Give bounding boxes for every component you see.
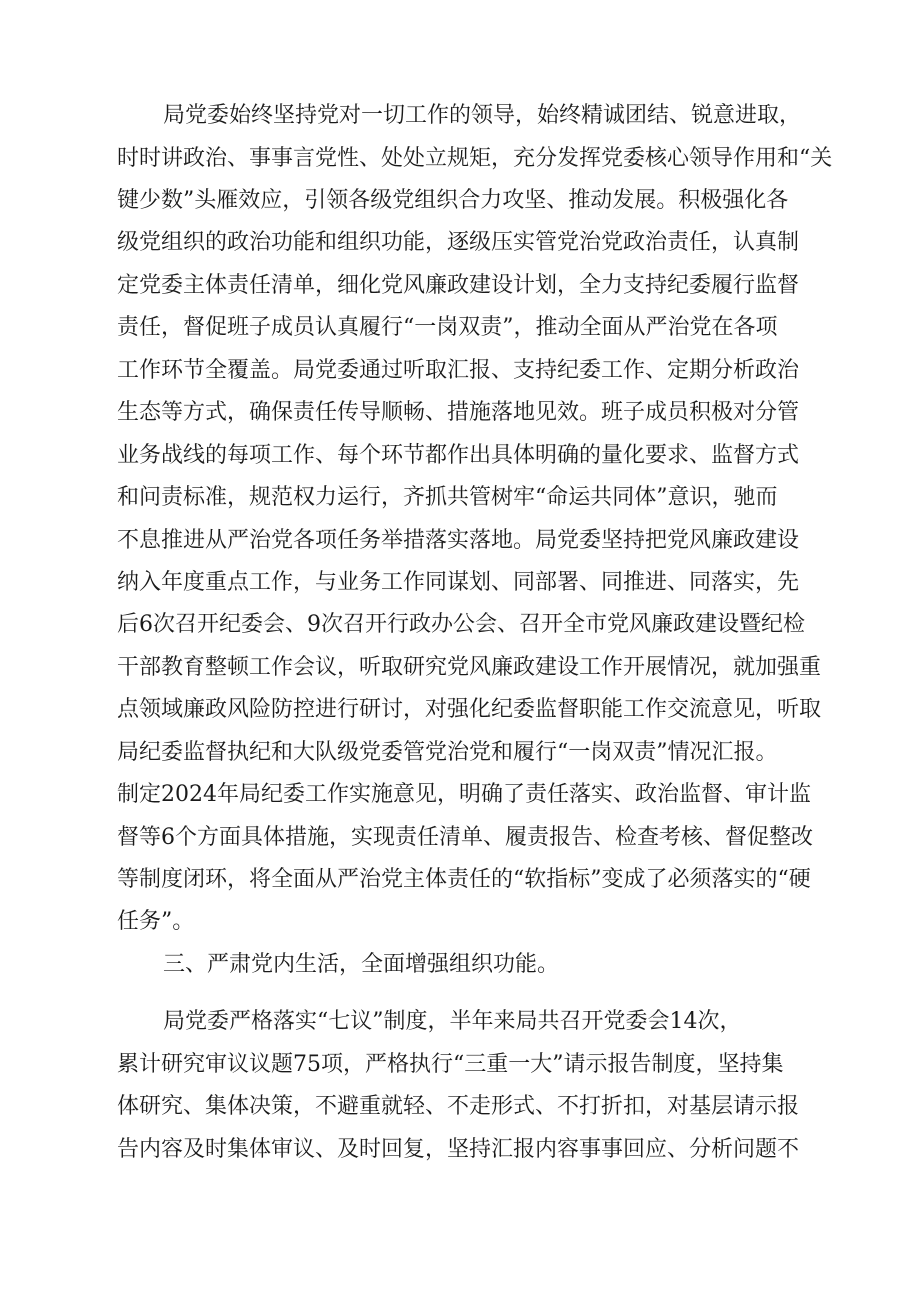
paragraph-line: 局纪委监督执纪和大队级党委管党治党和履行“一岗双责”情况汇报。 bbox=[117, 740, 778, 765]
paragraph-line: 时时讲政治、事事言党性、处处立规矩，充分发挥党委核心领导作用和“关 bbox=[117, 146, 833, 171]
paragraph-line: 生态等方式，确保责任传导顺畅、措施落地见效。班子成员积极对分管 bbox=[117, 400, 800, 425]
paragraph-line: 局党委始终坚持党对一切工作的领导，始终精诚团结、锐意进取， bbox=[163, 103, 802, 128]
paragraph-line: 纳入年度重点工作，与业务工作同谋划、同部署、同推进、同落实，先 bbox=[117, 570, 800, 595]
paragraph-line: 督等6个方面具体措施，实现责任清单、履责报告、检查考核、督促整改 bbox=[117, 825, 813, 850]
paragraph-line: 任务”。 bbox=[117, 909, 195, 934]
paragraph-line: 责任，督促班子成员认真履行“一岗双责”，推动全面从严治党在各项 bbox=[117, 315, 778, 340]
section-heading: 三、严肃党内生活，全面增强组织功能。 bbox=[163, 952, 560, 977]
paragraph-line: 工作环节全覆盖。局党委通过听取汇报、支持纪委工作、定期分析政治 bbox=[117, 358, 800, 383]
paragraph-line: 不息推进从严治党各项任务举措落实落地。局党委坚持把党风廉政建设 bbox=[117, 528, 800, 553]
paragraph-line: 后6次召开纪委会、9次召开行政办公会、召开全市党风廉政建设暨纪检 bbox=[117, 612, 805, 637]
paragraph-line: 键少数”头雁效应，引领各级党组织合力攻坚、推动发展。积极强化各 bbox=[117, 188, 789, 213]
paragraph-line: 体研究、集体决策，不避重就轻、不走形式、不打折扣，对基层请示报 bbox=[117, 1094, 800, 1119]
paragraph-line: 干部教育整顿工作会议，听取研究党风廉政建设工作开展情况，就加强重 bbox=[117, 655, 822, 680]
paragraph-line: 累计研究审议议题75项，严格执行“三重一大”请示报告制度，坚持集 bbox=[117, 1052, 784, 1077]
paragraph-line: 和问责标准，规范权力运行，齐抓共管树牢“命运共同体”意识，驰而 bbox=[117, 485, 778, 510]
paragraph-line: 定党委主体责任清单，细化党风廉政建设计划，全力支持纪委履行监督 bbox=[117, 273, 800, 298]
paragraph-line: 点领域廉政风险防控进行研讨，对强化纪委监督职能工作交流意见，听取 bbox=[117, 697, 822, 722]
paragraph-line: 级党组织的政治功能和组织功能，逐级压实管党治党政治责任，认真制 bbox=[117, 230, 800, 255]
paragraph-line: 业务战线的每项工作、每个环节都作出具体明确的量化要求、监督方式 bbox=[117, 443, 800, 468]
paragraph-line: 等制度闭环，将全面从严治党主体责任的“软指标”变成了必须落实的“硬 bbox=[117, 867, 811, 892]
paragraph-line: 告内容及时集体审议、及时回复，坚持汇报内容事事回应、分析问题不 bbox=[117, 1137, 800, 1162]
paragraph-line: 制定2024年局纪委工作实施意见，明确了责任落实、政治监督、审计监 bbox=[117, 782, 811, 807]
paragraph-line: 局党委严格落实“七议”制度，半年来局共召开党委会14次， bbox=[163, 1009, 742, 1034]
